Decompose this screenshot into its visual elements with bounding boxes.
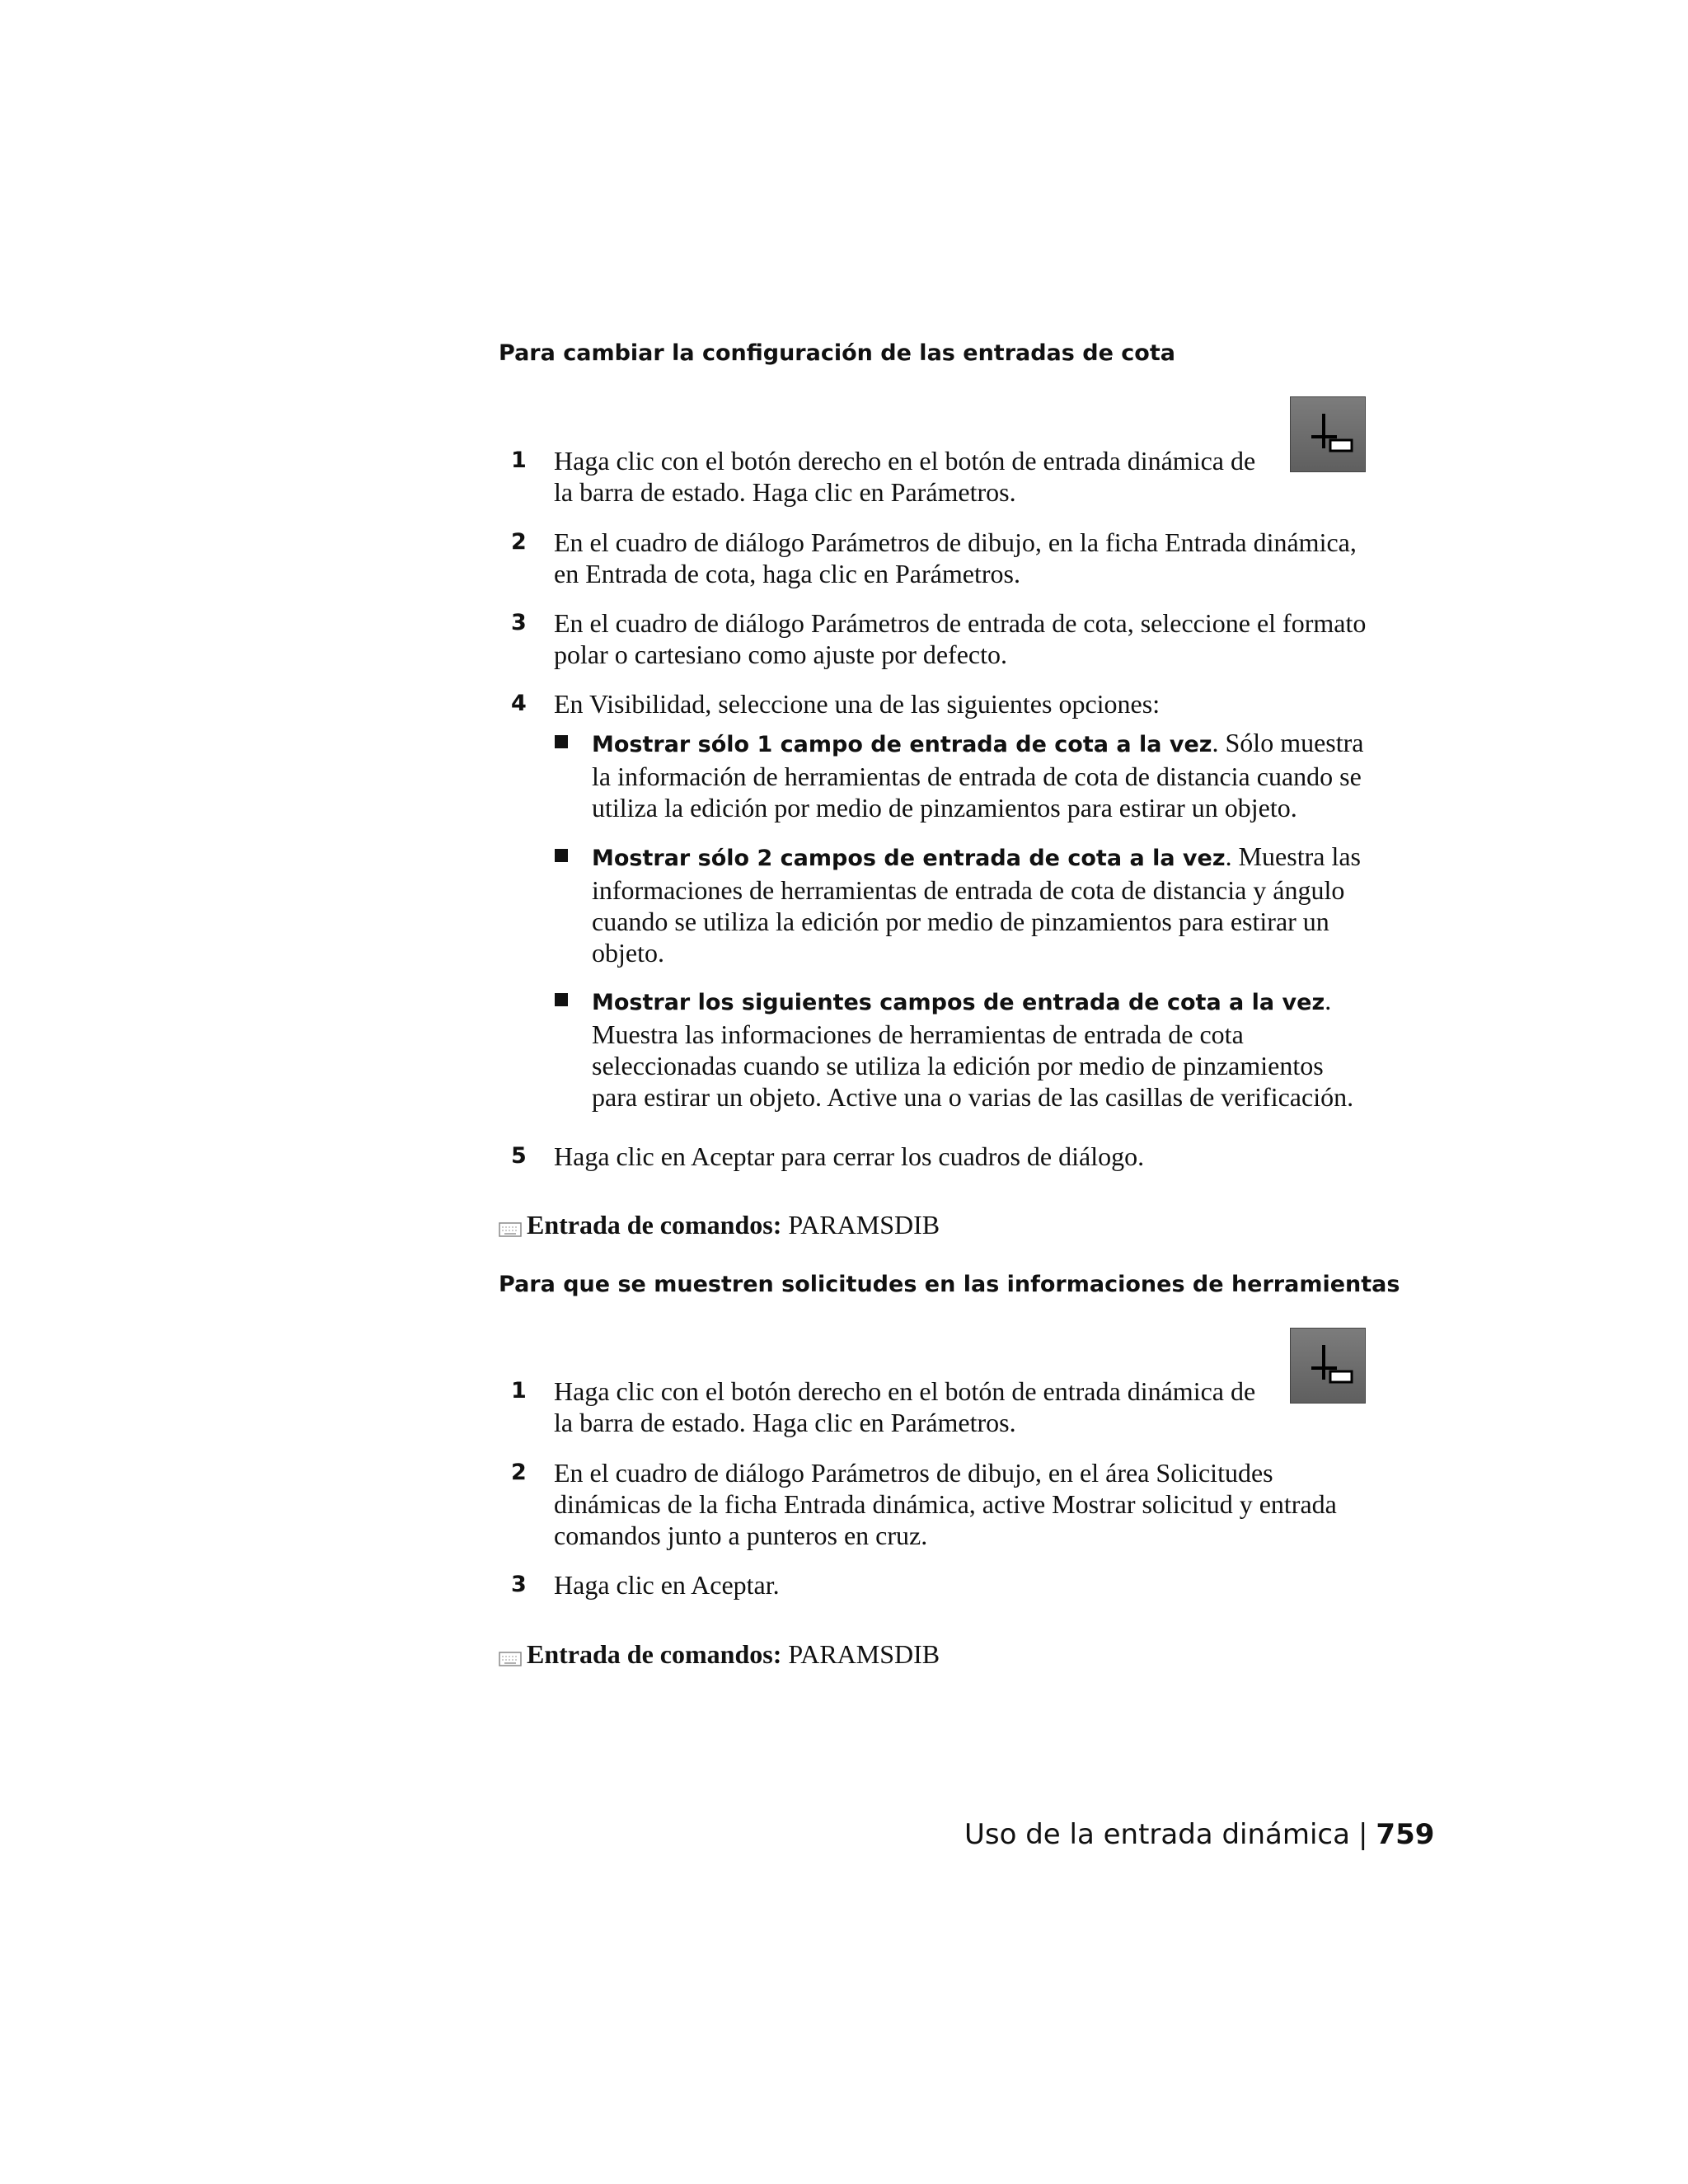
- step-item: [511, 1141, 1376, 1172]
- step-item: [511, 1569, 1376, 1601]
- step-item: [511, 607, 1376, 670]
- step-item: [511, 688, 1376, 719]
- step-text: Haga clic en Aceptar para cerrar los cuadros de diálogo.: [554, 1141, 1145, 1171]
- command-label: Entrada de comandos:: [527, 1210, 782, 1240]
- command-entry: [499, 1638, 940, 1673]
- step-number: 3: [511, 610, 527, 635]
- step-text: Haga clic con el botón derecho en el botón de entrada dinámica de la barra de estado. Haga clic en Parámetros.: [554, 1376, 1256, 1437]
- step-number: 1: [511, 1378, 527, 1404]
- command-entry: [499, 1209, 940, 1244]
- command-value: PARAMSDIB: [788, 1639, 940, 1669]
- bullet-square-icon: [555, 849, 568, 862]
- step-item: [511, 1457, 1376, 1551]
- step-number: 5: [511, 1143, 527, 1169]
- step-item: [511, 527, 1376, 589]
- option-description: . Muestra las informaciones de herramientas de entrada de cota seleccionadas cuando se utiliza la edición por medio de pinzamientos para estirar un objeto. Active una o varias de las casillas de verificación.: [592, 986, 1354, 1112]
- step-item: [511, 1376, 1376, 1438]
- bullet-text: [592, 727, 1375, 823]
- bullet-text: [592, 985, 1375, 1113]
- command-value: PARAMSDIB: [788, 1210, 940, 1240]
- step-number: 3: [511, 1572, 527, 1597]
- page-number: 759: [1376, 1818, 1435, 1851]
- step-number: 4: [511, 691, 527, 716]
- step-text: En el cuadro de diálogo Parámetros de dibujo, en la ficha Entrada dinámica, en Entrada de cota, haga clic en Parámetros.: [554, 527, 1357, 588]
- option-description: . Muestra las informaciones de herramientas de entrada de cota de distancia y ángulo cuando se utiliza la edición por medio de pinzamientos para estirar un objeto.: [592, 841, 1361, 968]
- option-description: . Sólo muestra la información de herramientas de entrada de cota de distancia cuando se utiliza la edición por medio de pinzamientos para estirar un objeto.: [592, 728, 1364, 823]
- footer-separator: |: [1357, 1818, 1368, 1851]
- command-label: Entrada de comandos:: [527, 1639, 782, 1669]
- section-heading: Para que se muestren solicitudes en las informaciones de herramientas: [499, 1272, 1400, 1297]
- step-number: 1: [511, 448, 527, 473]
- keyboard-icon: [499, 1212, 522, 1244]
- keyboard-icon: [499, 1642, 522, 1673]
- page-footer: [964, 1818, 1435, 1851]
- step-number: 2: [511, 1460, 527, 1485]
- step-text: En el cuadro de diálogo Parámetros de entrada de cota, seleccione el formato polar o cartesiano como ajuste por defecto.: [554, 608, 1367, 669]
- step-number: 2: [511, 529, 527, 555]
- step-text: Haga clic con el botón derecho en el botón de entrada dinámica de la barra de estado. Haga clic en Parámetros.: [554, 446, 1256, 507]
- section-heading: Para cambiar la configuración de las entradas de cota: [499, 340, 1175, 366]
- option-name: Mostrar sólo 1 campo de entrada de cota a la vez: [592, 732, 1212, 757]
- bullet-square-icon: [555, 735, 568, 748]
- option-bullet: [552, 985, 1376, 1113]
- step-text: Haga clic en Aceptar.: [554, 1570, 780, 1600]
- bullet-text: [592, 841, 1375, 968]
- option-name: Mostrar sólo 2 campos de entrada de cota a la vez: [592, 846, 1226, 871]
- option-bullet: [552, 727, 1376, 823]
- step-text: En el cuadro de diálogo Parámetros de dibujo, en el área Solicitudes dinámicas de la ficha Entrada dinámica, active Mostrar solicitud y entrada comandos junto a punteros en cruz.: [554, 1458, 1337, 1550]
- option-bullet: [552, 841, 1376, 968]
- footer-title: Uso de la entrada dinámica: [964, 1818, 1350, 1851]
- step-text: En Visibilidad, seleccione una de las siguientes opciones:: [554, 689, 1160, 719]
- option-name: Mostrar los siguientes campos de entrada de cota a la vez: [592, 990, 1325, 1015]
- bullet-square-icon: [555, 993, 568, 1006]
- step-item: [511, 445, 1376, 508]
